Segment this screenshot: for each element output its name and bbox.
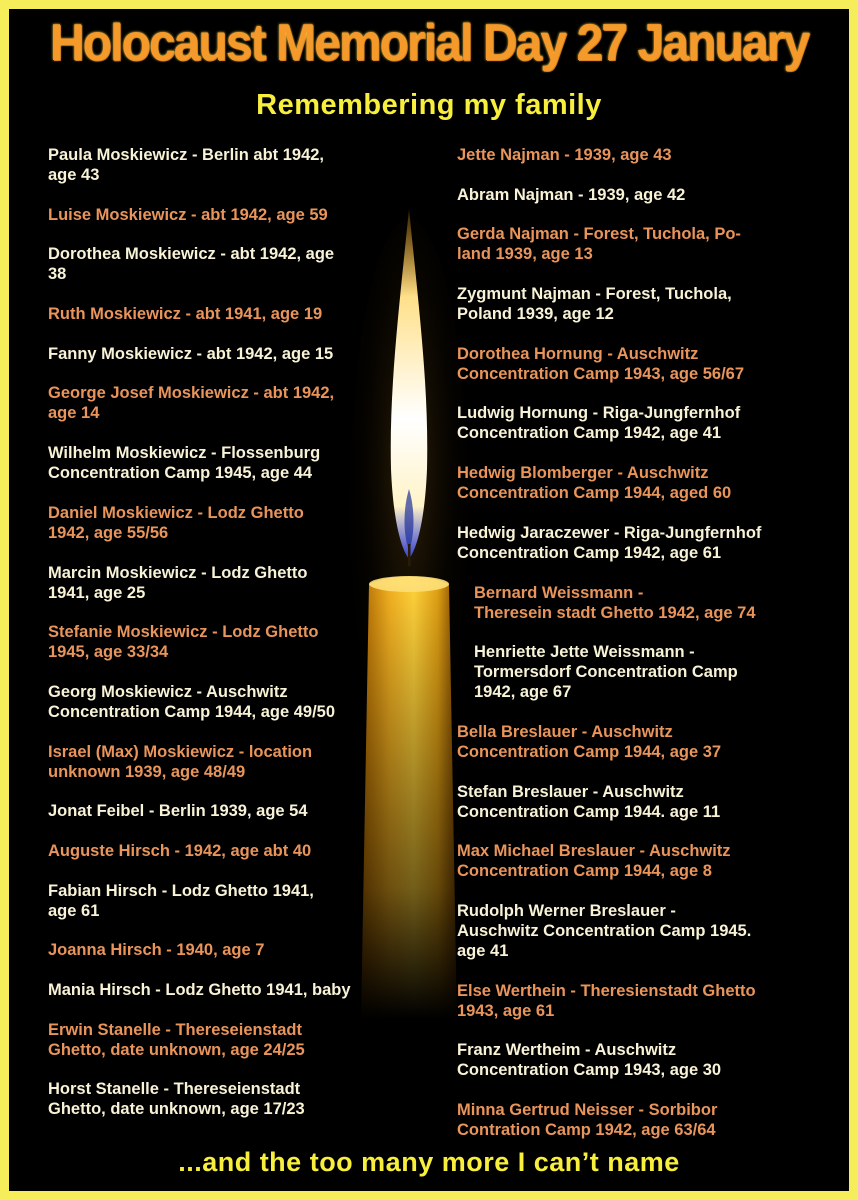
page-title: Holocaust Memorial Day 27 January: [49, 14, 809, 72]
list-item: Georg Moskiewicz - Auschwitz Concentration Camp 1944, age 49/50: [48, 682, 336, 721]
list-item: Else Werthein - Theresienstadt Ghetto 1943, age 61: [457, 981, 756, 1020]
list-item: Israel (Max) Moskiewicz - location unknown 1939, age 48/49: [48, 742, 313, 781]
list-item: Dorothea Hornung - Auschwitz Concentration Camp 1943, age 56/67: [457, 344, 745, 383]
list-item: Luise Moskiewicz - abt 1942, age 59: [48, 205, 328, 224]
left-name-list: [48, 145, 393, 1139]
list-item: Ruth Moskiewicz - abt 1941, age 19: [48, 305, 323, 324]
list-item: Fanny Moskiewicz - abt 1942, age 15: [48, 344, 334, 363]
list-item: Abram Najman - 1939, age 42: [457, 185, 686, 204]
page-footer: ...and the too many more I can’t name: [178, 1147, 680, 1177]
list-item: Ludwig Hornung - Riga-Jungfernhof Concentration Camp 1942, age 41: [457, 404, 741, 443]
list-item: Rudolph Werner Breslauer - Auschwitz Concentration Camp 1945. age 41: [457, 901, 752, 960]
list-item: Auguste Hirsch - 1942, age abt 40: [48, 841, 312, 860]
list-item: Hedwig Blomberger - Auschwitz Concentration Camp 1944, aged 60: [457, 464, 732, 503]
list-item: Franz Wertheim - Auschwitz Concentration Camp 1943, age 30: [457, 1041, 722, 1080]
list-item: Wilhelm Moskiewicz - Flossenburg Concentration Camp 1945, age 44: [48, 444, 321, 483]
list-item: Minna Gertrud Neisser - Sorbibor Contration Camp 1942, age 63/64: [457, 1101, 718, 1139]
list-item: Bernard Weissmann - Theresein stadt Ghetto 1942, age 74: [474, 583, 756, 622]
list-item: Max Michael Breslauer - Auschwitz Concentration Camp 1944, age 8: [457, 842, 731, 881]
list-item: Jette Najman - 1939, age 43: [457, 146, 672, 164]
list-item: Fabian Hirsch - Lodz Ghetto 1941, age 61: [48, 881, 314, 920]
poster: [9, 9, 849, 1191]
list-item: Daniel Moskiewicz - Lodz Ghetto 1942, age 55/56: [48, 503, 304, 542]
list-item: Henriette Jette Weissmann - Tormersdorf Concentration Camp 1942, age 67: [474, 643, 738, 702]
right-name-list: [457, 145, 829, 1160]
list-item: Stefanie Moskiewicz - Lodz Ghetto 1945, age 33/34: [48, 623, 319, 662]
list-item: Horst Stanelle - Thereseienstadt Ghetto, date unknown, age 17/23: [48, 1080, 305, 1119]
list-item: Zygmunt Najman - Forest, Tuchola, Poland 1939, age 12: [457, 285, 732, 324]
list-item: Jonat Feibel - Berlin 1939, age 54: [48, 802, 308, 821]
list-item: Dorothea Moskiewicz - abt 1942, age 38: [48, 245, 335, 284]
list-item: Stefan Breslauer - Auschwitz Concentration Camp 1944. age 11: [457, 782, 721, 821]
list-item: George Josef Moskiewicz - abt 1942, age 14: [48, 384, 335, 423]
list-item: Gerda Najman - Forest, Tuchola, Po- land 1939, age 13: [457, 225, 741, 264]
list-item: Joanna Hirsch - 1940, age 7: [48, 941, 265, 960]
list-item: Marcin Moskiewicz - Lodz Ghetto 1941, age 25: [48, 563, 308, 602]
list-item: Erwin Stanelle - Thereseienstadt Ghetto, date unknown, age 24/25: [48, 1020, 305, 1059]
list-item: Bella Breslauer - Auschwitz Concentration Camp 1944, age 37: [457, 722, 722, 761]
list-item: Paula Moskiewicz - Berlin abt 1942, age 43: [48, 146, 325, 184]
page-subtitle: Remembering my family: [256, 89, 602, 121]
list-item: Hedwig Jaraczewer - Riga-Jungfernhof Concentration Camp 1942, age 61: [457, 523, 762, 562]
list-item: Mania Hirsch - Lodz Ghetto 1941, baby: [48, 981, 351, 999]
